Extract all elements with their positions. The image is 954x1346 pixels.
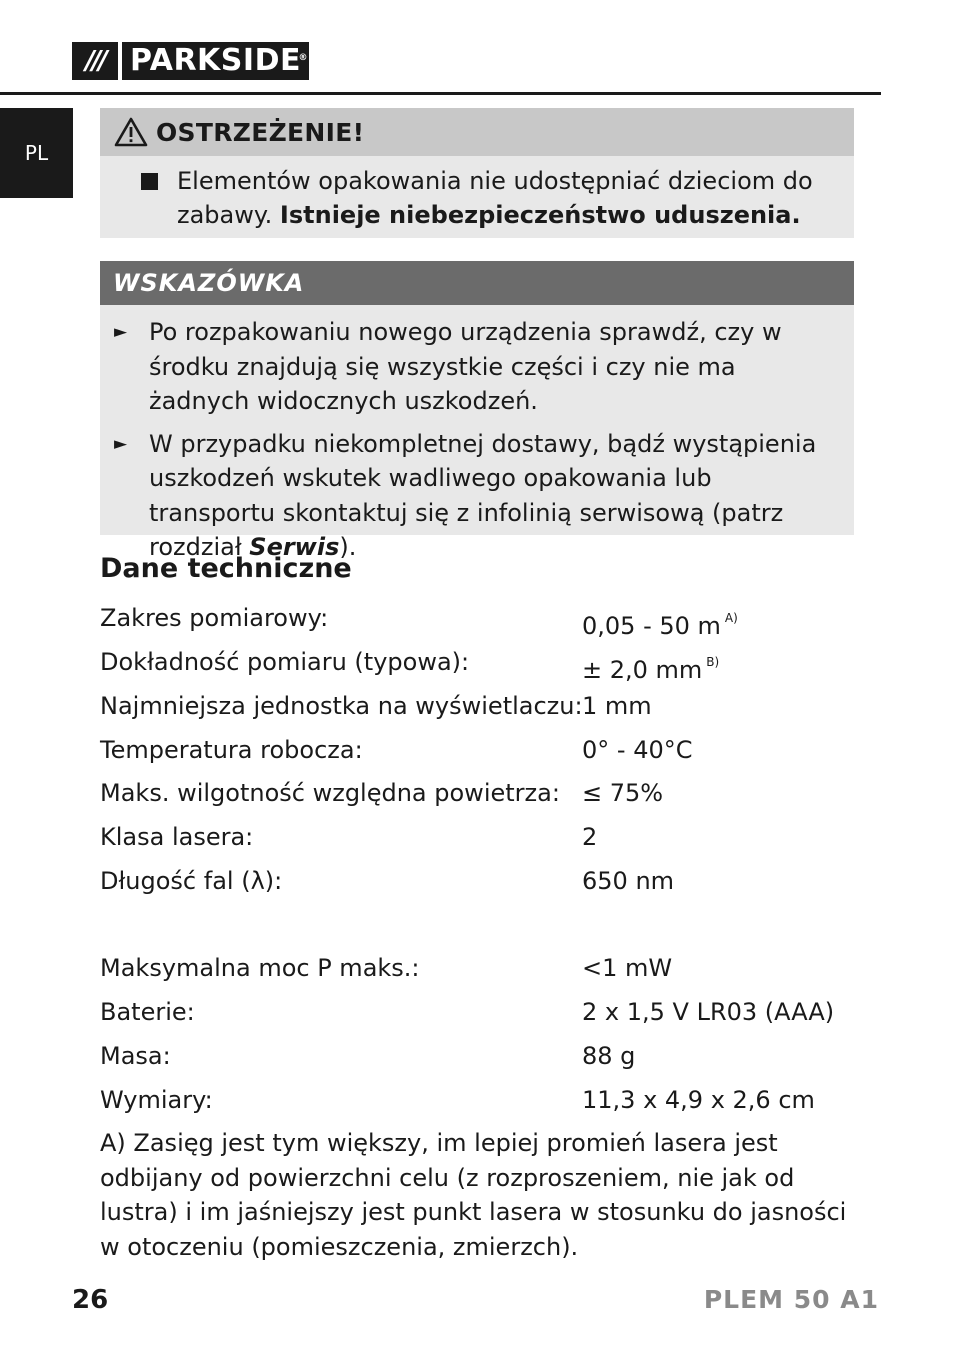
spec-label: Wymiary:	[100, 1086, 213, 1114]
spec-value: 2 x 1,5 V LR03 (AAA)	[582, 998, 835, 1026]
spec-value: <1 mW	[582, 954, 673, 982]
spec-value: 2	[582, 823, 598, 851]
spec-row	[100, 1083, 880, 1117]
spec-value-text: ± 2,0 mm	[582, 656, 703, 684]
spec-row	[100, 1039, 880, 1073]
language-tab: PL	[0, 108, 73, 198]
spec-value: ≤ 75%	[582, 779, 664, 807]
note-item	[100, 315, 854, 419]
spec-footnote-marker: A)	[724, 611, 738, 625]
warning-text: Elementów opakowania nie udostępniać dzieciom do zabawy.	[177, 167, 813, 229]
spec-row	[100, 995, 880, 1029]
spec-value	[582, 601, 738, 643]
spec-row	[100, 689, 880, 723]
spec-value: 650 nm	[582, 867, 675, 895]
arrow-bullet-icon: ►	[114, 322, 128, 342]
spec-footnote-marker: B)	[706, 655, 720, 669]
warning-header	[100, 108, 854, 156]
spec-row	[100, 645, 880, 684]
warning-title: OSTRZEŻENIE!	[156, 117, 365, 147]
spec-row	[100, 820, 880, 854]
spec-row	[100, 601, 880, 640]
note-item	[100, 427, 854, 565]
spec-row	[100, 951, 880, 985]
spec-value: 1 mm	[582, 692, 652, 720]
page-number: 26	[72, 1285, 109, 1315]
spec-footnote: A) Zasięg jest tym większy, im lepiej promień lasera jest odbijany od powierzchni celu (z rozproszeniem, nie jak od lustra) i im jaśniejszy jest punkt lasera w stosunku do jasności w otoczeniu (pomieszczenia, zmierzch).	[100, 1129, 847, 1261]
spec-label: Najmniejsza jednostka na wyświetlaczu:	[100, 692, 583, 720]
model-name: PLEM 50 A1	[703, 1285, 879, 1314]
note-item-emphasis: Serwis	[249, 533, 340, 561]
parkside-logo	[72, 42, 309, 80]
note-item-text: W przypadku niekompletnej dostawy, bądź wystąpienia uszkodzeń wskutek wadliwego opakowania lub transportu skontaktuj się z infolinią serwisową (patrz rozdział	[149, 429, 817, 561]
note-list	[100, 305, 854, 565]
warning-body	[100, 156, 854, 232]
header-rule	[0, 92, 881, 95]
spec-label: Zakres pomiarowy:	[100, 604, 329, 632]
spec-label: Masa:	[100, 1042, 171, 1070]
warning-triangle-icon	[114, 117, 148, 147]
spec-value: 0° - 40°C	[582, 736, 693, 764]
warning-text-emphasis: Istnieje niebezpieczeństwo uduszenia.	[279, 201, 801, 229]
spec-row	[100, 733, 880, 767]
spec-label: Maksymalna moc P maks.:	[100, 954, 420, 982]
note-item-text: Po rozpakowaniu nowego urządzenia sprawdź, czy w środku znajdują się wszystkie części i czy nie ma żadnych widocznych uszkodzeń.	[149, 318, 782, 415]
spec-label: Temperatura robocza:	[100, 736, 363, 764]
spec-value: 88 g	[582, 1042, 636, 1070]
logo-wordmark	[122, 42, 309, 80]
note-item-tail: ).	[339, 533, 357, 561]
spec-label: Maks. wilgotność względna powietrza:	[100, 779, 560, 807]
spec-value: 11,3 x 4,9 x 2,6 cm	[582, 1086, 815, 1114]
warning-box	[100, 108, 854, 238]
note-header: WSKAZÓWKA	[100, 261, 854, 305]
arrow-bullet-icon: ►	[114, 433, 128, 454]
spec-label: Baterie:	[100, 998, 195, 1026]
section-title: Dane techniczne	[100, 553, 352, 584]
spec-value-text: 0,05 - 50 m	[582, 612, 721, 640]
spec-label: Długość fal (λ):	[100, 867, 283, 895]
spec-row	[100, 776, 880, 810]
square-bullet-icon	[141, 173, 158, 190]
logo-text: PARKSIDE	[130, 43, 301, 78]
logo-registered-mark: ®	[298, 53, 308, 63]
note-box	[100, 261, 854, 561]
spec-label: Klasa lasera:	[100, 823, 254, 851]
spec-row	[100, 864, 880, 898]
logo-slashes: ///	[72, 42, 118, 80]
spec-label: Dokładność pomiaru (typowa):	[100, 648, 470, 676]
spec-value	[582, 645, 719, 687]
